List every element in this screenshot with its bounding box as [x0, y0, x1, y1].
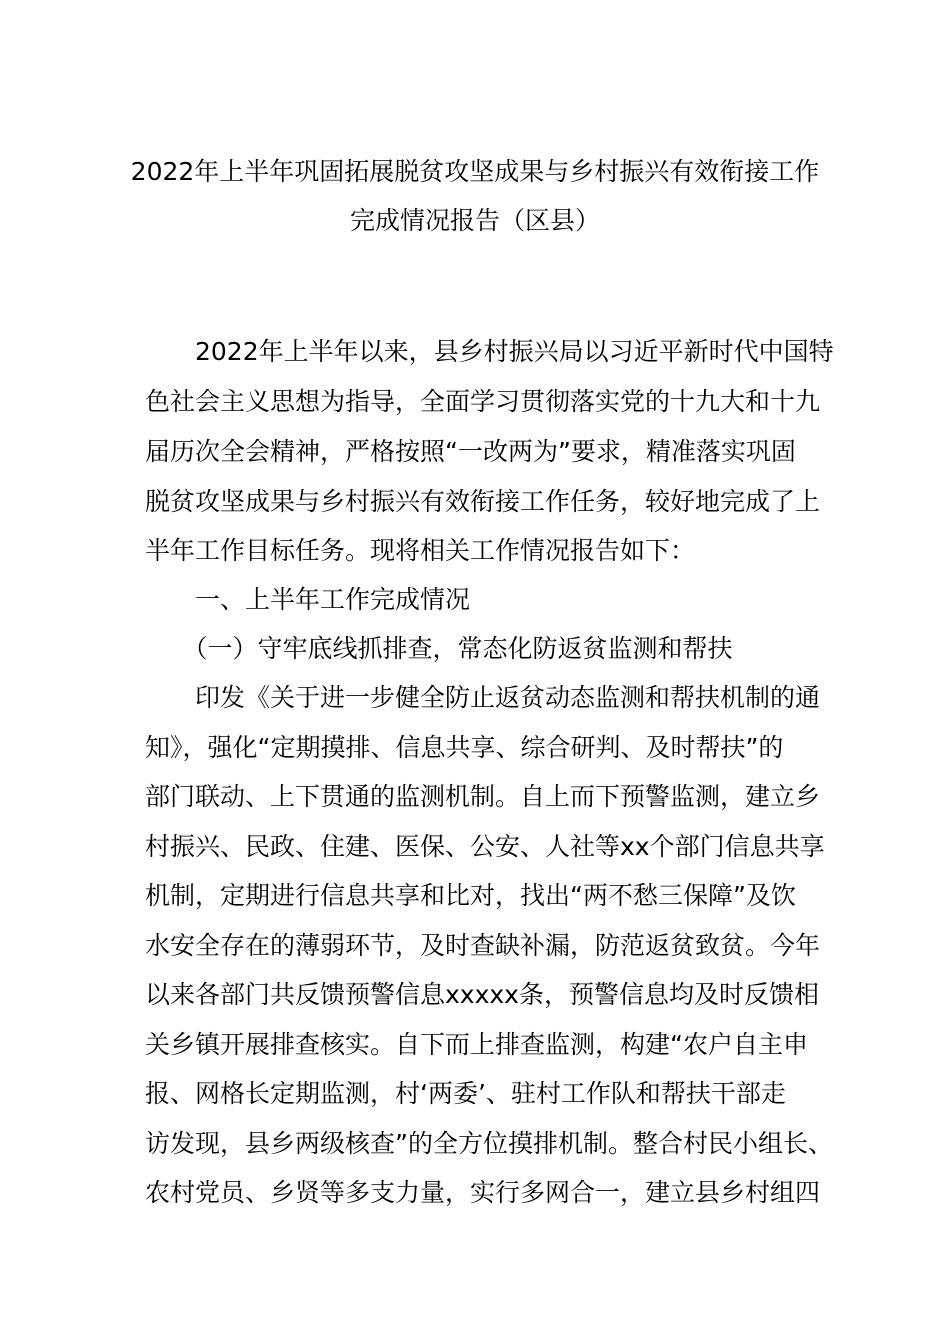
body-line: 印发《关于进一步健全防止返贫动态监测和帮扶机制的通: [145, 683, 821, 712]
body-line: 知》，强化“定期摸排、信息共享、综合研判、及时帮扶”的: [145, 733, 784, 762]
document-title-line-2: 完成情况报告（区县）: [349, 206, 600, 235]
body-line: 农村党员、乡贤等多支力量，实行多网合一，建立县乡村组四: [145, 1178, 821, 1207]
body-line: 关乡镇开展排查核实。自下而上排查监测，构建“农户自主申: [145, 1030, 808, 1059]
body-line: 水安全存在的薄弱环节，及时查缺补漏，防范返贫致贫。今年: [145, 931, 821, 960]
body-line: 半年工作目标任务。现将相关工作情况报告如下：: [145, 536, 696, 565]
body-line: 届历次全会精神，严格按照“一改两为”要求，精准落实巩固: [145, 437, 796, 466]
section-heading: 一、上半年工作完成情况: [145, 585, 471, 614]
document-title-line-1: 2022年上半年巩固拓展脱贫攻坚成果与乡村振兴有效衔接工作: [130, 157, 820, 186]
body-line: 色社会主义思想为指导，全面学习贯彻落实党的十九大和十九: [145, 387, 821, 416]
body-line: 报、网格长定期监测，村‘两委’、驻村工作队和帮扶干部走: [145, 1079, 786, 1108]
body-line: 脱贫攻坚成果与乡村振兴有效衔接工作任务，较好地完成了上: [145, 487, 821, 516]
body-line: 以来各部门共反馈预警信息xxxxx条，预警信息均及时反馈相: [145, 980, 819, 1009]
body-line: 访发现，县乡两级核查”的全方位摸排机制。整合村民小组长、: [145, 1129, 833, 1158]
subsection-heading: （一）守牢底线抓排查，常态化防返贫监测和帮扶: [145, 634, 733, 663]
body-line: 2022年上半年以来，县乡村振兴局以习近平新时代中国特: [145, 337, 834, 366]
body-line: 村振兴、民政、住建、医保、公安、人社等xx个部门信息共享: [145, 832, 825, 861]
body-line: 部门联动、上下贯通的监测机制。自上而下预警监测，建立乡: [145, 782, 821, 811]
body-line: 机制，定期进行信息共享和比对，找出“两不愁三保障”及饮: [145, 881, 796, 910]
